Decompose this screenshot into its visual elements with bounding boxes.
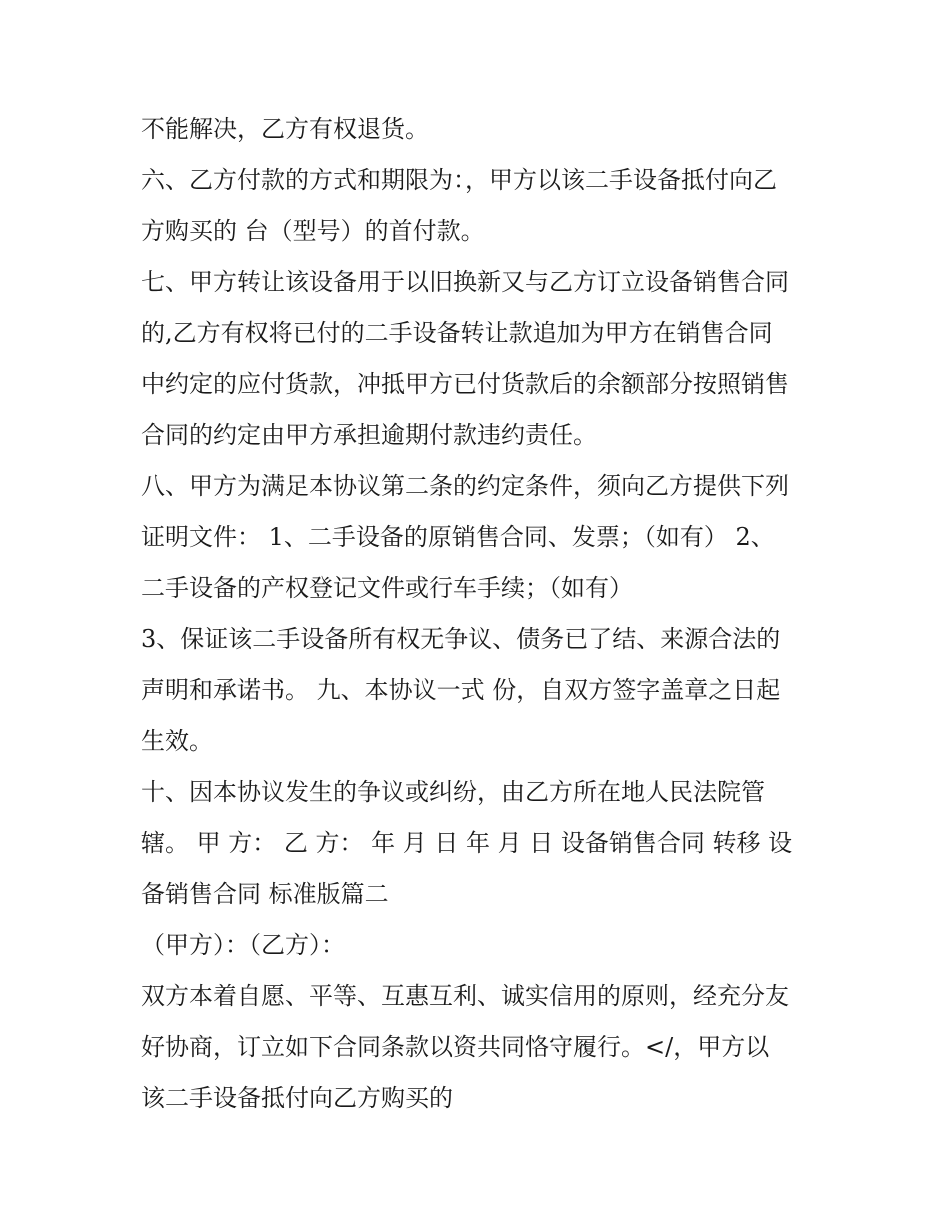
text-line: 生效。 bbox=[141, 727, 213, 755]
text-line: （甲方）：（乙方）： bbox=[141, 931, 345, 959]
contract-text bbox=[141, 104, 821, 1124]
text-line: 合同的约定由甲方承担逾期付款违约责任。 bbox=[141, 421, 597, 449]
text-line: 方购买的 台（型号）的首付款。 bbox=[141, 217, 485, 245]
text-line: 不能解决，乙方有权退货。 bbox=[141, 115, 429, 143]
text-line: 八、甲方为满足本协议第二条的约定条件，须向乙方提供下列 bbox=[141, 472, 789, 500]
text-line: 双方本着自愿、平等、互惠互利、诚实信用的原则，经充分友 bbox=[141, 982, 789, 1010]
text-line: 辖。 甲 方： 乙 方： 年 月 日 年 月 日 设备销售合同 转移 设 bbox=[141, 829, 793, 857]
text-line: 备销售合同 标准版篇二 bbox=[141, 880, 389, 908]
text-line: 声明和承诺书。 九、本协议一式 份，自双方签字盖章之日起 bbox=[141, 676, 781, 704]
text-line: 七、甲方转让该设备用于以旧换新又与乙方订立设备销售合同 bbox=[141, 268, 789, 296]
text-line: 3、保证该二手设备所有权无争议、债务已了结、来源合法的 bbox=[141, 625, 781, 653]
text-line: 的,乙方有权将已付的二手设备转让款追加为甲方在销售合同 bbox=[141, 319, 773, 347]
text-line: 十、因本协议发生的争议或纠纷，由乙方所在地人民法院管 bbox=[141, 778, 765, 806]
text-line: 证明文件： 1、二手设备的原销售合同、发票；（如有） 2、 bbox=[141, 523, 775, 551]
text-line: 该二手设备抵付向乙方购买的 bbox=[141, 1084, 453, 1112]
text-line: 好协商，订立如下合同条款以资共同恪守履行。</，甲方以 bbox=[141, 1033, 770, 1061]
text-line: 二手设备的产权登记文件或行车手续；（如有） bbox=[141, 574, 633, 602]
text-line: 中约定的应付货款，冲抵甲方已付货款后的余额部分按照销售 bbox=[141, 370, 789, 398]
text-line: 六、乙方付款的方式和期限为：，甲方以该二手设备抵付向乙 bbox=[141, 166, 777, 194]
